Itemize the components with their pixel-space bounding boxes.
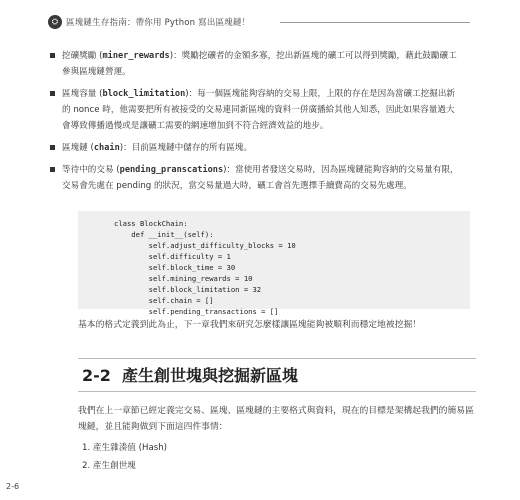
list-item: 2. 產生創世塊 (82, 461, 136, 471)
bullet-text: 區塊鏈 (chain)：目前區塊鏈中儲存的所有區塊。 (62, 143, 253, 153)
header-rule (280, 22, 470, 23)
book-logo-icon: ⛭ (48, 15, 62, 29)
bullet-square-icon (50, 53, 55, 58)
bullet-list (50, 48, 460, 200)
code-line: self.block_time = 30 (114, 263, 236, 272)
bullet-square-icon (50, 167, 55, 172)
section-heading: 2-2 產生創世塊與挖掘新區塊 (82, 366, 299, 385)
bullet-text: 挖礦獎勵 (miner_rewards)：獎勵挖礦者的金額多寡，挖出新區塊的礦工可以得到獎勵，藉此鼓勵礦工參與區塊鏈營運。 (62, 51, 457, 77)
code-line: self.block_limitation = 32 (114, 285, 262, 294)
code-line: self.adjust_difficulty_blocks = 10 (114, 241, 296, 250)
code-line: def __init__(self): (114, 230, 214, 239)
code-line: self.mining_rewards = 10 (114, 274, 253, 283)
bullet-item (50, 86, 460, 134)
body-paragraph: 我們在上一章節已經定義完交易、區塊、區塊鏈的主要格式與資料，現在的目標是架構起我們的簡易區塊鏈，並且能夠做到下面這四件事情： (78, 406, 474, 432)
section-rule-top (78, 358, 476, 359)
bullet-square-icon (50, 145, 55, 150)
bullet-item (50, 162, 460, 194)
numbered-list (82, 440, 167, 476)
code-line: self.difficulty = 1 (114, 252, 231, 261)
section-rule-bottom (78, 391, 476, 392)
bullet-text: 等待中的交易 (pending_pranscations)：當使用者發送交易時，因為區塊鏈能夠容納的交易量有限，交易會先處在 pending 的狀況，當交易量過大時，礦工會首先選擇手續費高的交易先處理。 (62, 165, 459, 191)
body-paragraph: 基本的格式定義到此為止，下一章我們來研究怎麼樣讓區塊能夠被順利而穩定地被挖掘！ (78, 320, 422, 330)
bullet-item (50, 48, 460, 80)
bullet-item (50, 140, 460, 156)
code-block (78, 211, 470, 316)
bullet-square-icon (50, 91, 55, 96)
code-line: self.chain = [] (114, 296, 214, 305)
page-number: 2-6 (6, 482, 20, 491)
list-item: 1. 產生雜湊值 (Hash) (82, 443, 167, 453)
running-header (48, 14, 250, 30)
bullet-text: 區塊容量 (block_limitation)：每一個區塊能夠容納的交易上限，上限的存在是因為當礦工挖掘出新的 nonce 時，他需要把所有被接受的交易連同新區塊的資料一併廣播給其他人知悉，因此如果容量過大會導致傳播過慢或是讓礦工需要的網速增加到不符合經濟效益的地步。 (62, 89, 456, 131)
code-line: self.pending_transactions = [] (114, 307, 279, 316)
code-line: class BlockChain: (114, 219, 188, 228)
header-title: 區塊鏈生存指南：帶你用 Python 寫出區塊鏈！ (66, 18, 251, 28)
